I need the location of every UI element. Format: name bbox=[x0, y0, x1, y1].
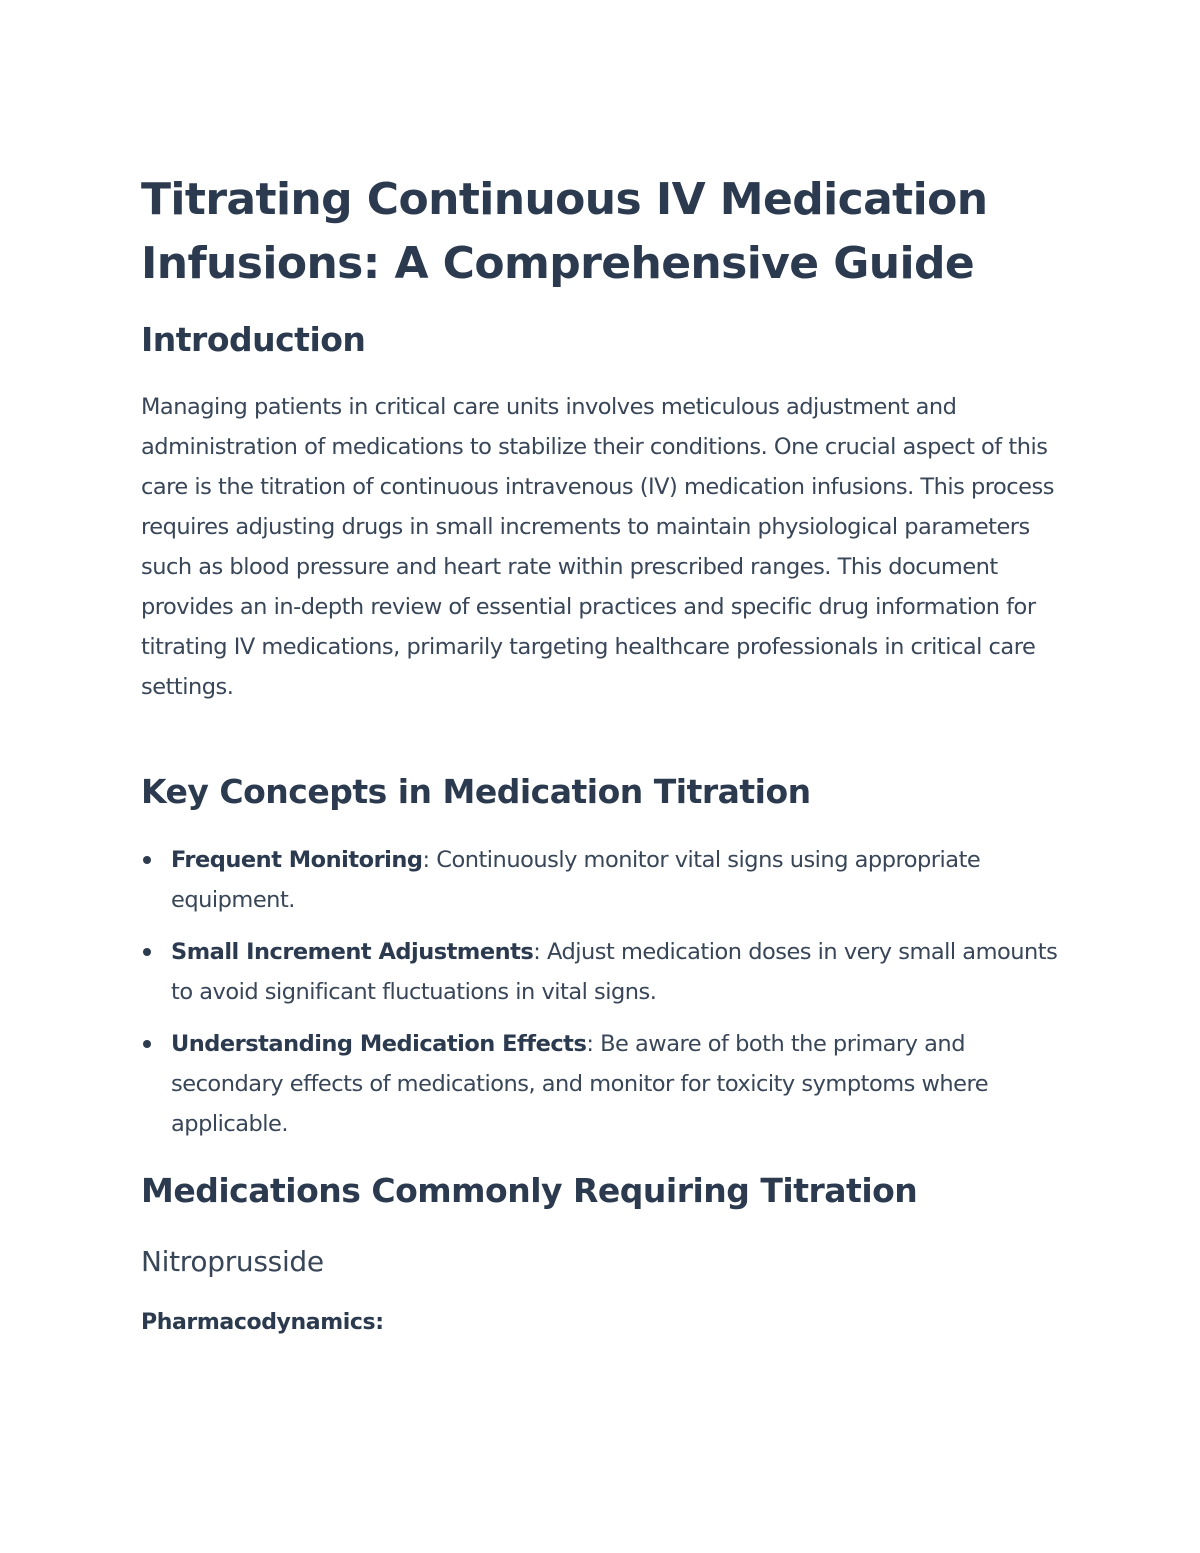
list-item bbox=[141, 1024, 1061, 1144]
concept-term: Small Increment Adjustments bbox=[171, 939, 534, 965]
bullet-icon bbox=[143, 948, 151, 956]
key-concepts-heading: Key Concepts in Medication Titration bbox=[141, 772, 811, 811]
introduction-paragraph: Managing patients in critical care units involves meticulous adjustment and administration of medications to stabilize their conditions. One crucial aspect of this care is the titration of continuous intravenous (IV) medication infusions. This process requires adjusting drugs in small increments to maintain physiological parameters such as blood pressure and heart rate within prescribed ranges. This document provides an in-depth review of essential practices and specific drug information for titrating IV medications, primarily targeting healthcare professionals in critical care settings. bbox=[141, 394, 1054, 700]
bullet-icon bbox=[143, 856, 151, 864]
concept-description: : Continuously monitor vital signs using appropriate equipment. bbox=[171, 847, 981, 913]
medications-heading: Medications Commonly Requiring Titration bbox=[141, 1171, 918, 1210]
bullet-icon bbox=[143, 1040, 151, 1048]
list-item bbox=[141, 932, 1061, 1012]
list-item bbox=[141, 840, 1061, 920]
concept-term: Understanding Medication Effects bbox=[171, 1031, 587, 1057]
concept-description: : Be aware of both the primary and secondary effects of medications, and monitor for toxicity symptoms where applicable. bbox=[171, 1031, 989, 1137]
pharmacodynamics-subheading: Pharmacodynamics: bbox=[141, 1310, 384, 1335]
key-concepts-list bbox=[141, 840, 1061, 1156]
concept-description: : Adjust medication doses in very small amounts to avoid significant fluctuations in vital signs. bbox=[171, 939, 1058, 1005]
introduction-heading: Introduction bbox=[141, 320, 366, 359]
document-title: Titrating Continuous IV Medication Infusions: A Comprehensive Guide bbox=[141, 174, 988, 289]
concept-term: Frequent Monitoring bbox=[171, 847, 423, 873]
drug-name-heading: Nitroprusside bbox=[141, 1245, 324, 1278]
